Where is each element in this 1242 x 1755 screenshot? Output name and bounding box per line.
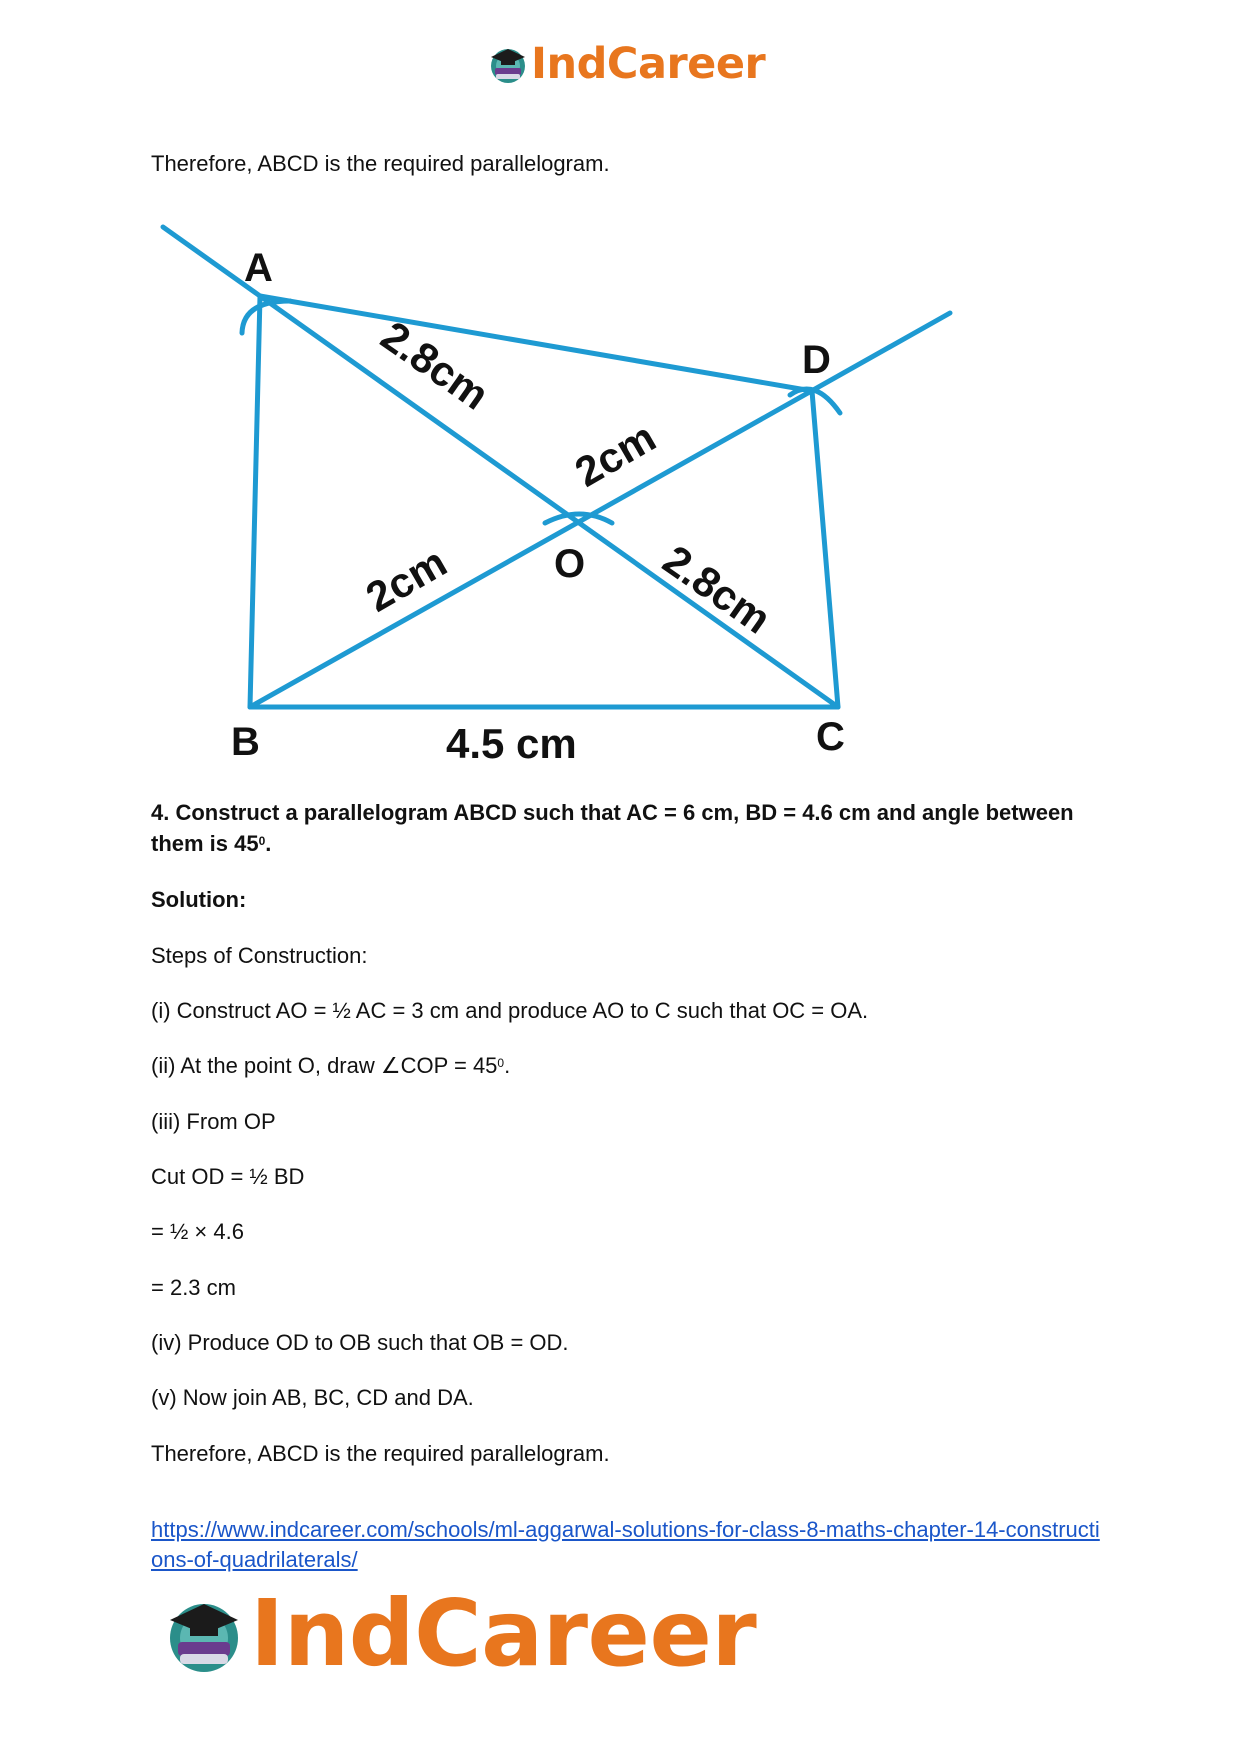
step-7: (iv) Produce OD to OB such that OB = OD. — [151, 1330, 569, 1355]
header-logo[interactable] — [487, 38, 765, 90]
arc-at-a — [242, 301, 290, 333]
graduation-cap-book-icon — [162, 1592, 246, 1676]
footer-brand-text: IndCareer — [250, 1580, 757, 1687]
step-3: (iii) From OP — [151, 1109, 276, 1134]
header-brand-text: IndCareer — [531, 38, 766, 89]
parallelogram-diagram — [150, 205, 960, 765]
solution-heading: Solution: — [151, 887, 247, 912]
vertex-label-b: B — [231, 720, 260, 764]
vertex-label-d: D — [802, 338, 831, 382]
segment-label-bo: 2cm — [358, 538, 455, 621]
vertex-label-o: O — [554, 542, 586, 586]
source-link[interactable]: https://www.indcareer.com/schools/ml-aggarwal-solutions-for-class-8-maths-chapter-14-constructions-of-quadrilaterals/ — [151, 1517, 1100, 1572]
step-2-degree-sup: 0 — [497, 1056, 505, 1070]
step-2-body: (ii) At the point O, draw ∠COP = 45 — [151, 1053, 498, 1078]
step-2 — [151, 1050, 510, 1081]
segment-label-ao: 2.8cm — [372, 311, 498, 419]
intro-conclusion: Therefore, ABCD is the required parallelogram. — [151, 151, 610, 176]
question-text — [151, 797, 1091, 859]
step-8: (v) Now join AB, BC, CD and DA. — [151, 1385, 474, 1410]
final-conclusion: Therefore, ABCD is the required parallelogram. — [151, 1441, 610, 1466]
segment-label-od: 2cm — [567, 413, 664, 496]
footer-logo[interactable] — [162, 1580, 757, 1687]
side-dc — [812, 391, 838, 707]
steps-title: Steps of Construction: — [151, 943, 368, 968]
question-body: 4. Construct a parallelogram ABCD such that AC = 6 cm, BD = 4.6 cm and angle between them is 45 — [151, 800, 1074, 856]
step-6: = 2.3 cm — [151, 1275, 236, 1300]
question-degree-sup: 0 — [258, 834, 266, 848]
vertex-label-a: A — [244, 246, 273, 290]
step-4: Cut OD = ½ BD — [151, 1164, 305, 1189]
graduation-cap-book-icon — [487, 43, 529, 85]
step-2-tail: . — [504, 1053, 511, 1078]
vertex-label-c: C — [816, 715, 845, 759]
question-tail: . — [265, 831, 272, 856]
side-ab — [250, 296, 260, 707]
step-5: = ½ × 4.6 — [151, 1219, 244, 1244]
segment-label-oc: 2.8cm — [654, 535, 780, 643]
diagonal-ac — [260, 296, 838, 707]
side-ad — [260, 296, 812, 391]
diagonal-bd — [250, 313, 950, 707]
segment-label-bc: 4.5 cm — [446, 720, 577, 765]
step-1: (i) Construct AO = ½ AC = 3 cm and produce AO to C such that OC = OA. — [151, 998, 869, 1023]
